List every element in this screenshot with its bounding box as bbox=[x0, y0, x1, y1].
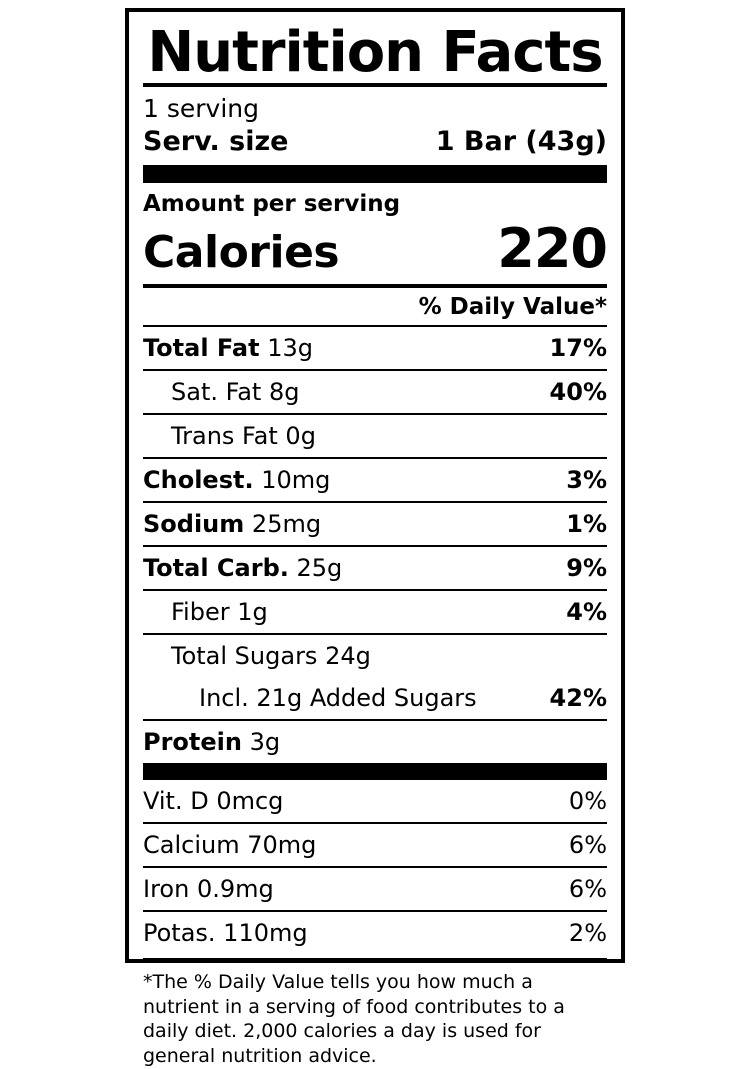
nutrient-name: Sat. Fat bbox=[171, 378, 262, 407]
nutrient-list bbox=[143, 325, 607, 763]
nutrient-amount: 8g bbox=[268, 378, 300, 407]
table-row bbox=[143, 866, 607, 910]
table-row bbox=[143, 545, 607, 589]
nutrient-name: Total Sugars bbox=[171, 642, 318, 671]
vitamin-dv: 6% bbox=[568, 875, 607, 904]
nutrient-amount: 24g bbox=[325, 642, 371, 671]
nutrient-amount: 3g bbox=[249, 728, 281, 757]
table-row bbox=[143, 677, 607, 719]
vitamin-name: Vit. D 0mcg bbox=[143, 787, 284, 816]
vitamin-dv: 6% bbox=[568, 831, 607, 860]
nutrient-dv: 1% bbox=[566, 510, 607, 539]
nutrition-facts-panel bbox=[125, 8, 625, 1068]
table-row bbox=[143, 780, 607, 822]
table-row bbox=[143, 719, 607, 763]
table-row bbox=[143, 369, 607, 413]
amount-per-serving-label: Amount per serving bbox=[143, 191, 401, 218]
nutrient-dv: 40% bbox=[549, 378, 607, 407]
page-title: Nutrition Facts bbox=[147, 20, 603, 85]
vitamin-dv: 2% bbox=[568, 919, 607, 948]
table-row bbox=[143, 457, 607, 501]
calories-label: Calories bbox=[143, 227, 340, 279]
table-row bbox=[143, 413, 607, 457]
servings-per-container: 1 serving bbox=[143, 93, 259, 123]
serving-size-label: Serv. size bbox=[143, 126, 289, 158]
nutrient-name: Fiber bbox=[171, 598, 230, 627]
nutrient-amount: 10mg bbox=[261, 466, 331, 495]
nutrient-dv: 42% bbox=[549, 684, 607, 713]
vitamin-list bbox=[143, 780, 607, 954]
footnote: *The % Daily Value tells you how much a nutrient in a serving of food contributes to a daily diet. 2,000 calories a day is used for general nutrition advice. bbox=[143, 971, 565, 1068]
nutrient-amount: 25g bbox=[296, 554, 343, 583]
divider-thick-top bbox=[143, 165, 607, 183]
nutrient-name: Total Carb. bbox=[143, 554, 289, 583]
nutrient-name: Protein bbox=[143, 728, 242, 757]
serving-size-value: 1 Bar (43g) bbox=[435, 126, 607, 158]
nutrient-amount: 1g bbox=[237, 598, 268, 627]
table-row bbox=[143, 501, 607, 545]
nutrient-dv: 17% bbox=[549, 334, 607, 363]
nutrient-name: Trans Fat bbox=[171, 422, 278, 451]
nutrient-dv: 4% bbox=[566, 598, 607, 627]
vitamin-dv: 0% bbox=[568, 787, 607, 816]
nutrient-name: Incl. 21g Added Sugars bbox=[199, 684, 477, 713]
calories-value: 220 bbox=[497, 217, 607, 281]
nutrient-name: Sodium bbox=[143, 510, 245, 539]
nutrient-amount: 25mg bbox=[251, 510, 322, 539]
table-row bbox=[143, 589, 607, 633]
table-row bbox=[143, 822, 607, 866]
vitamin-name: Iron 0.9mg bbox=[143, 875, 274, 904]
table-row bbox=[143, 910, 607, 954]
serving-size-row bbox=[143, 124, 607, 165]
daily-value-header: % Daily Value* bbox=[418, 294, 607, 321]
table-row bbox=[143, 633, 607, 677]
vitamin-name: Calcium 70mg bbox=[143, 831, 317, 860]
nutrient-amount: 13g bbox=[267, 334, 313, 363]
nutrient-amount: 0g bbox=[285, 422, 316, 451]
vitamin-name: Potas. 110mg bbox=[143, 919, 308, 948]
nutrient-name: Cholest. bbox=[143, 466, 254, 495]
calories-row bbox=[143, 217, 607, 284]
table-row bbox=[143, 325, 607, 369]
nutrient-dv: 3% bbox=[566, 466, 607, 495]
divider-thick-bottom bbox=[143, 763, 607, 780]
nutrient-name: Total Fat bbox=[143, 334, 260, 363]
nutrient-dv: 9% bbox=[566, 554, 607, 583]
